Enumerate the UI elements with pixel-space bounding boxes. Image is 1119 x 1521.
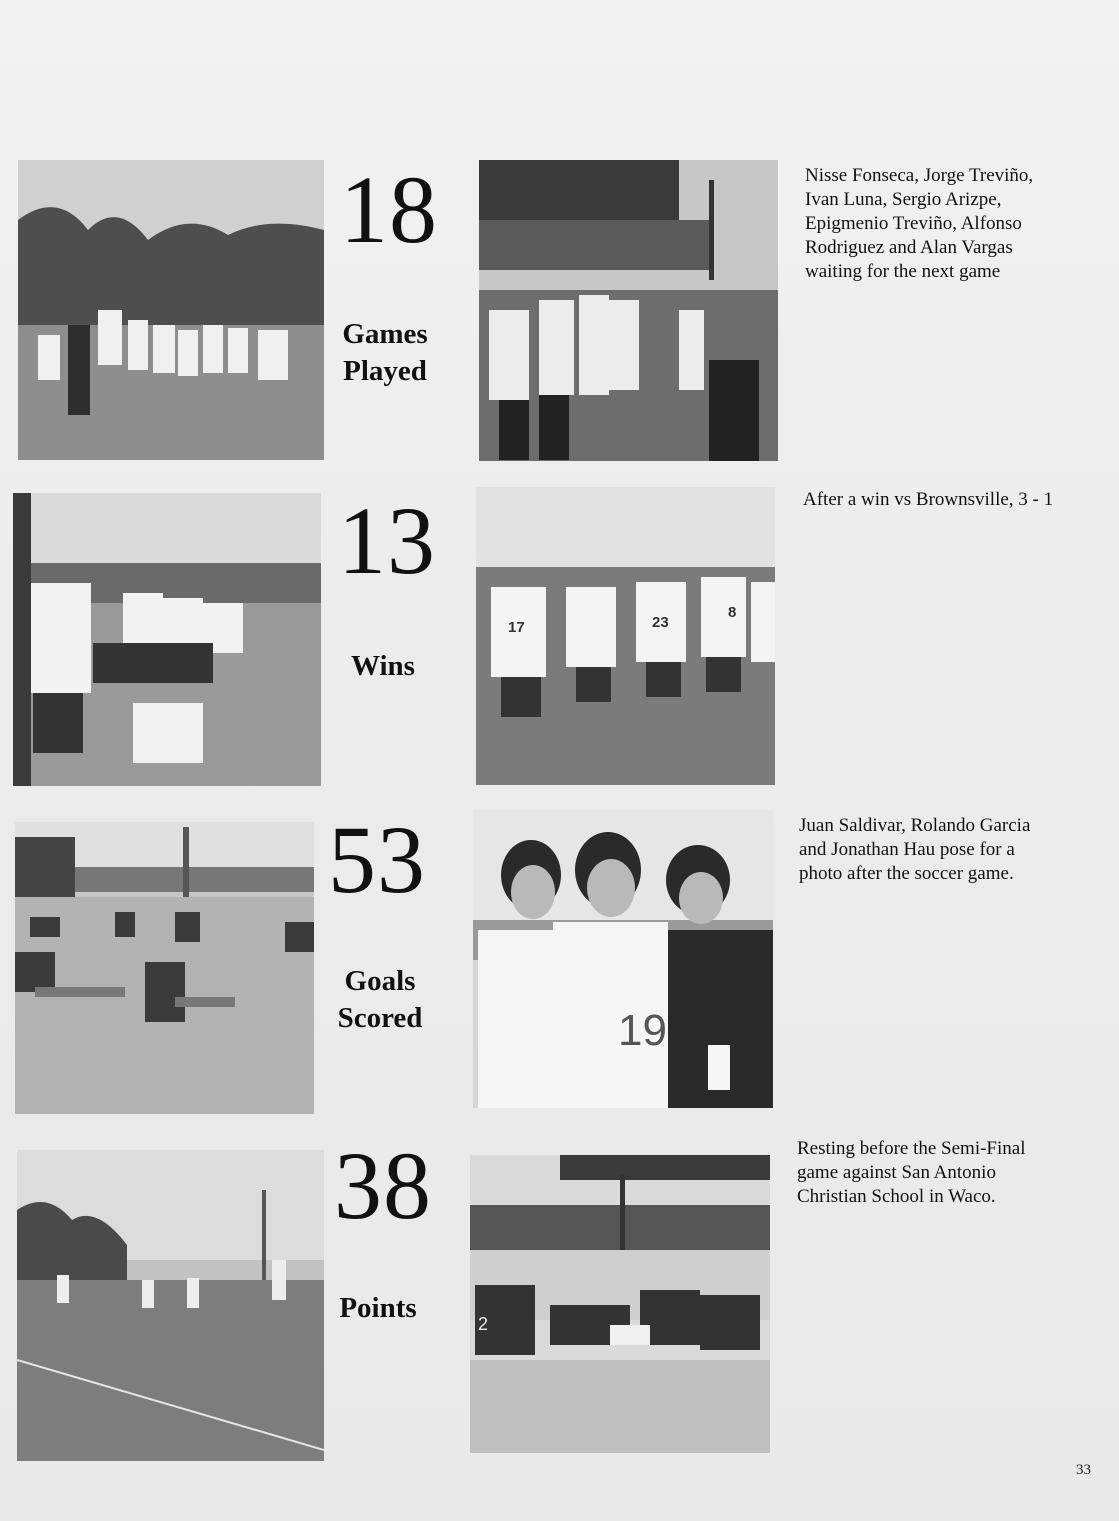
stat-label-wins (330, 648, 436, 685)
jersey-number: 23 (652, 614, 669, 631)
caption-brownsville-win (803, 488, 1073, 512)
caption-line: Juan Saldivar, Rolando Garcia (799, 815, 1031, 836)
caption-line: Ivan Luna, Sergio Arizpe, (805, 189, 1002, 210)
caption-line: Resting before the Semi-Final (797, 1138, 1026, 1159)
photo-three-players-pose (473, 810, 773, 1108)
stat-label-points (330, 1290, 426, 1327)
caption-three-players-pose (799, 814, 1069, 886)
stat-number-goals: 53 (328, 806, 426, 913)
photo-brownsville-win (476, 487, 775, 785)
jersey-number: 2 (478, 1314, 489, 1334)
caption-resting-semifinal (797, 1137, 1067, 1209)
stat-label-line: Goals (344, 965, 416, 997)
photo-players-stretching (15, 822, 314, 1114)
stat-label-line: Played (343, 355, 427, 387)
stat-label-line: Wins (351, 650, 415, 682)
stat-number-wins: 13 (338, 487, 436, 594)
caption-players-waiting (805, 164, 1075, 284)
stat-label-games (330, 316, 440, 390)
caption-line: Epigmenio Treviño, Alfonso (805, 213, 1022, 234)
photo-team-sitting-bench (13, 493, 321, 786)
caption-line: and Jonathan Hau pose for a (799, 839, 1015, 860)
caption-line: Rodriguez and Alan Vargas (805, 237, 1013, 258)
stat-label-line: Games (342, 318, 428, 350)
photo-players-waiting (479, 160, 778, 461)
photo-team-standing-field (18, 160, 324, 460)
stat-number-points: 38 (334, 1132, 432, 1239)
page-number: 33 (1076, 1462, 1091, 1478)
photo-resting-semifinal (470, 1155, 770, 1453)
stat-label-goals (328, 963, 432, 1037)
jersey-number: 17 (508, 619, 525, 636)
caption-line: Christian School in Waco. (797, 1186, 996, 1207)
photo-match-in-play (17, 1150, 324, 1461)
caption-line: After a win vs Brownsville, 3 - 1 (803, 489, 1054, 510)
stat-label-line: Points (339, 1292, 417, 1324)
stat-label-line: Scored (337, 1002, 423, 1034)
caption-line: game against San Antonio (797, 1162, 996, 1183)
jersey-number: 8 (728, 604, 737, 621)
jersey-number: 19 (618, 1006, 667, 1055)
stat-number-games: 18 (340, 156, 438, 263)
caption-line: photo after the soccer game. (799, 863, 1014, 884)
caption-line: waiting for the next game (805, 261, 1001, 282)
caption-line: Nisse Fonseca, Jorge Treviño, (805, 165, 1034, 186)
